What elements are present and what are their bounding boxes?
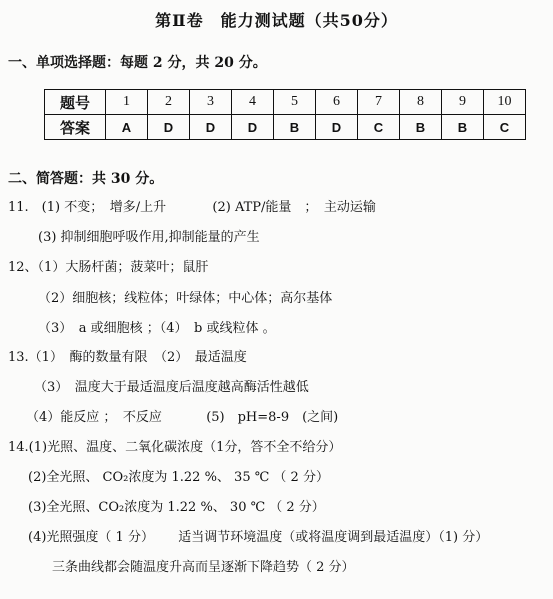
question-number: 2 bbox=[148, 90, 190, 115]
question-number: 3 bbox=[190, 90, 232, 115]
q14-line-5: 三条曲线都会随温度升高而呈逐渐下降趋势（ 2 分） bbox=[52, 560, 355, 575]
q14-part-4a: (4)光照强度（ 1 分） bbox=[28, 530, 154, 545]
q13-line-1: 13.（1） 酶的数量有限 （2） 最适温度 bbox=[8, 350, 247, 365]
answer-cell: C bbox=[484, 115, 526, 140]
q11-line-1 bbox=[8, 196, 376, 215]
question-number: 8 bbox=[400, 90, 442, 115]
answer-cell: D bbox=[232, 115, 274, 140]
q13-line-2: （3） 温度大于最适温度后温度越高酶活性越低 bbox=[34, 380, 309, 395]
q13-line-3 bbox=[26, 406, 338, 425]
q13-part-4: （4）能反应 ； 不反应 bbox=[26, 410, 162, 425]
answer-cell: C bbox=[358, 115, 400, 140]
answer-cell: B bbox=[274, 115, 316, 140]
q11-line-2: (3) 抑制细胞呼吸作用,抑制能量的产生 bbox=[38, 230, 260, 245]
page-title: 第Ⅱ卷 能力测试题（共50分） bbox=[155, 11, 398, 30]
answer-table bbox=[44, 89, 526, 140]
q11-part-1-2: 11. (1) 不变； 增多/上升 bbox=[8, 200, 167, 215]
q14-line-4 bbox=[28, 526, 488, 545]
question-number-header: 题号 bbox=[45, 90, 106, 115]
question-number-row bbox=[45, 90, 526, 115]
question-number: 5 bbox=[274, 90, 316, 115]
question-number: 7 bbox=[358, 90, 400, 115]
q14-line-2: (2)全光照、 CO₂浓度为 1.22 %、 35 ℃ （ 2 分） bbox=[28, 470, 329, 485]
section-choice-heading: 一、单项选择题：每题 2 分，共 20 分。 bbox=[8, 55, 267, 71]
q13-part-5: (5) pH=8-9 (之间) bbox=[206, 410, 339, 425]
answer-cell: D bbox=[190, 115, 232, 140]
section-short-answer-heading: 二、简答题：共 30 分。 bbox=[8, 171, 164, 187]
q12-line-3: （3） a 或细胞核 ；（4） b 或线粒体 。 bbox=[38, 321, 276, 336]
answer-header: 答案 bbox=[45, 115, 106, 140]
answer-cell: A bbox=[106, 115, 148, 140]
question-number: 10 bbox=[484, 90, 526, 115]
q12-line-2: （2）细胞核；线粒体；叶绿体；中心体；高尔基体 bbox=[38, 291, 333, 306]
question-number: 6 bbox=[316, 90, 358, 115]
q11-part-2: (2) ATP/能量 ； 主动运输 bbox=[212, 200, 376, 215]
answer-cell: D bbox=[148, 115, 190, 140]
q12-line-1: 12、（1）大肠杆菌；菠菜叶；鼠肝 bbox=[8, 260, 209, 275]
question-number: 9 bbox=[442, 90, 484, 115]
q14-line-1: 14.(1)光照、温度、二氧化碳浓度（1分，答不全不给分） bbox=[8, 440, 342, 455]
q14-part-4b: 适当调节环境温度（或将温度调到最适温度）（1) 分） bbox=[178, 530, 489, 545]
question-number: 4 bbox=[232, 90, 274, 115]
answer-row bbox=[45, 115, 526, 140]
answer-cell: B bbox=[400, 115, 442, 140]
answer-cell: B bbox=[442, 115, 484, 140]
answer-cell: D bbox=[316, 115, 358, 140]
q14-line-3: (3)全光照、CO₂浓度为 1.22 %、 30 ℃ （ 2 分） bbox=[28, 500, 325, 515]
question-number: 1 bbox=[106, 90, 148, 115]
